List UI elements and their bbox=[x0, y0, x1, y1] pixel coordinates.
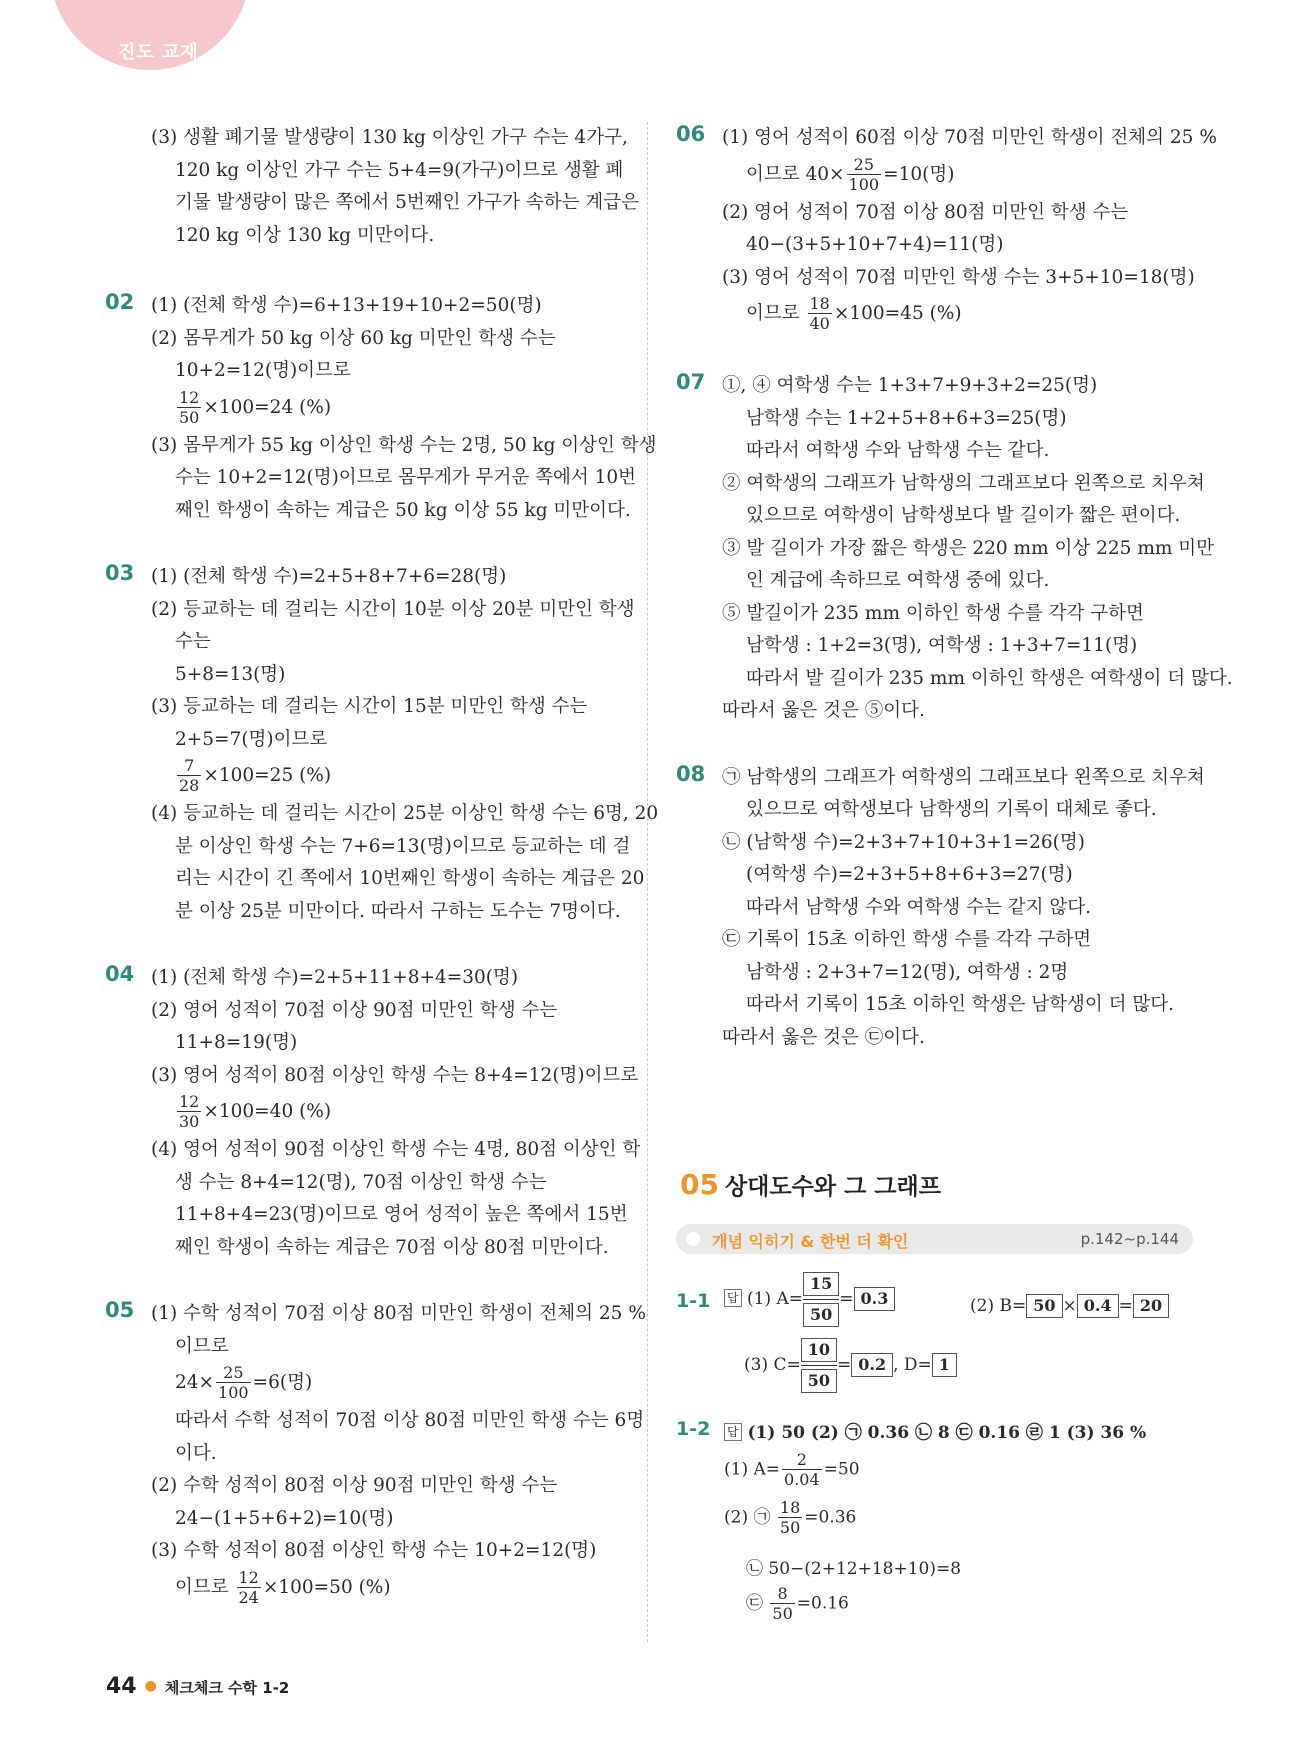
solution-line: 분 이상인 학생 수는 7+6=13(명)이므로 등교하는 데 걸 bbox=[175, 835, 631, 857]
solution-step bbox=[724, 1452, 860, 1488]
solution-line: 11+8=19(명) bbox=[175, 1032, 298, 1053]
solution-line: (3) 영어 성적이 80점 이상인 학생 수는 8+4=12(명)이므로 bbox=[151, 1064, 639, 1086]
answer-box: 50 bbox=[1026, 1294, 1062, 1318]
solution-line: (1) (전체 학생 수)=2+5+8+7+6=28(명) bbox=[151, 566, 507, 587]
numerator bbox=[803, 1272, 839, 1300]
solution-line: (2) 영어 성적이 70점 이상 80점 미만인 학생 수는 bbox=[722, 201, 1129, 223]
solution-08 bbox=[676, 761, 1205, 1055]
solution-line: 따라서 기록이 15초 이하인 학생은 남학생이 더 많다. bbox=[746, 994, 1175, 1015]
solution-06 bbox=[676, 122, 1217, 336]
answer-summary-text: (1) 50 (2) ㉠ 0.36 ㉡ 8 ㉢ 0.16 ㉣ 1 (3) 36 % bbox=[747, 1423, 1147, 1443]
page-footer bbox=[106, 1674, 289, 1699]
boxed-fraction bbox=[801, 1338, 837, 1393]
solution-line: 따라서 남학생 수와 여학생 수는 같지 않다. bbox=[746, 896, 1091, 918]
numerator: 12 bbox=[238, 1567, 259, 1587]
part-label: (2) B= bbox=[970, 1296, 1027, 1316]
section-number: 05 bbox=[680, 1168, 719, 1201]
solution-step: ㉡ 50−(2+12+18+10)=8 bbox=[746, 1559, 962, 1579]
solution-line: 5+8=13(명) bbox=[175, 663, 286, 685]
solution-line: (1) (전체 학생 수)=6+13+19+10+2=50(명) bbox=[151, 295, 542, 316]
solution-line: ⑤ 발길이가 235 mm 이하인 학생 수를 각각 구하면 bbox=[722, 602, 1144, 624]
solution-line: 이므로 bbox=[175, 1335, 229, 1357]
fraction bbox=[782, 1452, 822, 1488]
step-head: ㉢ bbox=[746, 1593, 769, 1614]
solution-line: 따라서 발 길이가 235 mm 이하인 학생은 여학생이 더 많다. bbox=[746, 667, 1233, 689]
solution-line: (2) 영어 성적이 70점 이상 90점 미만인 학생 수는 bbox=[151, 999, 558, 1021]
fraction-line bbox=[151, 388, 625, 430]
solution-line: ③ 발 길이가 가장 짧은 학생은 220 mm 이상 225 mm 미만 bbox=[722, 537, 1215, 559]
solution-line: 40−(3+5+10+7+4)=11(명) bbox=[746, 234, 1004, 255]
header-tab-label: 진도 교재 bbox=[118, 42, 199, 63]
concept-bar bbox=[676, 1224, 1193, 1254]
denominator: 50 bbox=[772, 1604, 793, 1623]
solution-line: (2) 등교하는 데 걸리는 시간이 10분 이상 20분 미만인 학생 bbox=[151, 598, 635, 620]
numerator: 18 bbox=[809, 294, 830, 313]
denominator: 40 bbox=[809, 314, 830, 333]
section-title bbox=[680, 1168, 941, 1201]
solution-line: 수는 10+2=12(명)이므로 몸무게가 무거운 쪽에서 10번 bbox=[175, 467, 637, 488]
solution-line: 분 이상 25분 미만이다. 따라서 구하는 도수는 7명이다. bbox=[175, 900, 621, 922]
fraction-head: 이므로 bbox=[175, 1576, 235, 1598]
numerator: 25 bbox=[216, 1365, 251, 1383]
denominator: 100 bbox=[848, 174, 880, 194]
fraction-line bbox=[151, 756, 625, 798]
answer-row-2 bbox=[970, 1294, 1169, 1318]
solution-line: 따라서 옳은 것은 ⑤이다. bbox=[722, 700, 925, 721]
numerator: 25 bbox=[847, 157, 882, 175]
solution-line: 기물 발생량이 많은 쪽에서 5번째인 가구가 속하는 계급은 bbox=[175, 192, 639, 213]
solution-line: 따라서 옳은 것은 ㉢이다. bbox=[722, 1026, 925, 1048]
fraction bbox=[237, 1567, 261, 1607]
solution-line: (2) 수학 성적이 80점 이상 90점 미만인 학생 수는 bbox=[151, 1475, 558, 1496]
fraction-head: 이므로 bbox=[746, 303, 806, 324]
solution-line: 리는 시간이 긴 쪽에서 10번째인 학생이 속하는 계급은 20 bbox=[175, 868, 645, 889]
answer-summary bbox=[724, 1418, 1146, 1443]
fraction bbox=[177, 758, 201, 794]
fraction-line bbox=[151, 1363, 625, 1405]
solution-line: (4) 등교하는 데 걸리는 시간이 25분 이상인 학생 수는 6명, 20 bbox=[151, 803, 659, 824]
solution-line: ①, ④ 여학생 수는 1+3+7+9+3+2=25(명) bbox=[722, 375, 1098, 396]
answer-box: 1 bbox=[932, 1353, 957, 1377]
step-head: (1) A= bbox=[724, 1459, 781, 1480]
solution-line: (2) 몸무게가 50 kg 이상 60 kg 미만인 학생 수는 bbox=[151, 327, 556, 349]
equals-sign: = bbox=[837, 1355, 852, 1375]
step-tail: =0.16 bbox=[796, 1593, 849, 1614]
step-tail: =50 bbox=[823, 1459, 860, 1480]
fraction-tail: ×100=24 (%) bbox=[203, 396, 332, 418]
fraction bbox=[808, 296, 832, 332]
column-divider bbox=[647, 122, 648, 1642]
fraction bbox=[770, 1586, 794, 1622]
question-number: 06 bbox=[676, 122, 706, 146]
answer-box: 0.2 bbox=[851, 1353, 893, 1377]
right-column bbox=[676, 122, 1233, 1088]
solution-line: (4) 영어 성적이 90점 이상인 학생 수는 4명, 80점 이상인 학 bbox=[151, 1139, 641, 1160]
equals-sign: = bbox=[839, 1289, 854, 1309]
concept-bar-label: 개념 익히기 & 한번 더 확인 bbox=[712, 1232, 909, 1251]
solution-line: 남학생 수는 1+2+5+8+6+3=25(명) bbox=[746, 407, 1067, 429]
denominator bbox=[801, 1366, 837, 1393]
solution-line: (3) 수학 성적이 80점 이상인 학생 수는 10+2=12(명) bbox=[151, 1540, 597, 1561]
denominator: 50 bbox=[779, 1518, 801, 1537]
question-number: 05 bbox=[105, 1298, 135, 1322]
numerator: 18 bbox=[779, 1498, 801, 1517]
fraction bbox=[778, 1500, 802, 1536]
numerator: 12 bbox=[179, 1092, 200, 1111]
solution-04 bbox=[105, 962, 641, 1264]
solution-step bbox=[746, 1586, 849, 1622]
fraction-line bbox=[722, 155, 1196, 197]
numerator: 8 bbox=[770, 1586, 794, 1604]
solution-line: 생 수는 8+4=12(명), 70점 이상인 학생 수는 bbox=[175, 1171, 547, 1193]
solution-line: (여학생 수)=2+3+5+8+6+3=27(명) bbox=[746, 864, 1073, 885]
fraction-tail: =6(명) bbox=[252, 1372, 313, 1393]
book-title: 체크체크 수학 1-2 bbox=[164, 1679, 290, 1697]
solution-line: ㉢ 기록이 15초 이하인 학생 수를 각각 구하면 bbox=[722, 929, 1092, 950]
denominator: 24 bbox=[238, 1587, 259, 1607]
fraction bbox=[177, 387, 201, 427]
answer-mark: 답 bbox=[724, 1423, 742, 1441]
fraction-head: 이므로 40× bbox=[746, 163, 845, 185]
solution-line: ㉡ (남학생 수)=2+3+7+10+3+1=26(명) bbox=[722, 831, 1085, 853]
solution-line: (1) 수학 성적이 70점 이상 80점 미만인 학생이 전체의 25 % bbox=[151, 1303, 646, 1324]
solution-line: 있으므로 여학생이 남학생보다 발 길이가 짧은 편이다. bbox=[746, 505, 1181, 526]
solution-line: 남학생 : 2+3+7=12(명), 여학생 : 2명 bbox=[746, 961, 1069, 983]
solution-line: 24−(1+5+6+2)=10(명) bbox=[175, 1507, 394, 1529]
step-tail: =0.36 bbox=[804, 1507, 857, 1528]
page-range: p.142~p.144 bbox=[1080, 1230, 1179, 1248]
solution-line: 10+2=12(명)이므로 bbox=[175, 360, 351, 381]
fraction bbox=[177, 1094, 201, 1130]
solution-line: 수는 bbox=[175, 631, 211, 652]
denominator: 28 bbox=[179, 776, 200, 795]
question-number: 03 bbox=[105, 561, 135, 585]
fraction-head: 24× bbox=[175, 1372, 215, 1393]
solution-02 bbox=[105, 290, 657, 527]
answer-box: 15 bbox=[803, 1272, 839, 1296]
equals-sign: = bbox=[1118, 1296, 1133, 1316]
part-label: (3) C= bbox=[744, 1355, 801, 1375]
answer-box: 20 bbox=[1133, 1294, 1169, 1318]
question-number: 02 bbox=[105, 290, 135, 314]
solution-line: (3) 등교하는 데 걸리는 시간이 15분 미만인 학생 수는 bbox=[151, 696, 588, 717]
fraction-line bbox=[151, 1568, 625, 1610]
part-label: (1) A= bbox=[747, 1289, 804, 1309]
solution-line: 째인 학생이 속하는 계급은 50 kg 이상 55 kg 미만이다. bbox=[175, 499, 631, 521]
solution-01-continued bbox=[105, 122, 639, 252]
bullet-icon bbox=[686, 1232, 700, 1246]
bullet-icon: ● bbox=[144, 1678, 157, 1694]
solution-line: ② 여학생의 그래프가 남학생의 그래프보다 왼쪽으로 치우쳐 bbox=[722, 472, 1205, 494]
solution-05 bbox=[105, 1298, 646, 1610]
solution-line: ㉠ 남학생의 그래프가 여학생의 그래프보다 왼쪽으로 치우쳐 bbox=[722, 766, 1205, 788]
numerator bbox=[801, 1338, 837, 1366]
fraction-tail: ×100=50 (%) bbox=[262, 1576, 391, 1598]
answer-box: 50 bbox=[803, 1303, 839, 1327]
answer-box: 50 bbox=[801, 1369, 837, 1393]
solution-line: (3) 영어 성적이 70점 미만인 학생 수는 3+5+10=18(명) bbox=[722, 266, 1195, 288]
answer-box: 0.3 bbox=[854, 1287, 896, 1311]
question-number: 04 bbox=[105, 962, 135, 986]
solution-line: (1) 영어 성적이 60점 이상 70점 미만인 학생이 전체의 25 % bbox=[722, 127, 1217, 148]
solution-line: 있으므로 여학생보다 남학생의 기록이 대체로 좋다. bbox=[746, 799, 1157, 820]
answer-number: 1-2 bbox=[676, 1418, 711, 1440]
question-number: 08 bbox=[676, 761, 706, 786]
solution-line: 째인 학생이 속하는 계급은 70점 이상 80점 미만이다. bbox=[175, 1236, 609, 1258]
solution-03 bbox=[105, 561, 659, 928]
solution-07 bbox=[676, 370, 1233, 728]
times-sign: × bbox=[1062, 1296, 1077, 1316]
solution-line: (3) 생활 폐기물 발생량이 130 kg 이상인 가구 수는 4가구, bbox=[151, 127, 628, 148]
denominator: 30 bbox=[179, 1112, 200, 1131]
fraction-line bbox=[151, 1092, 625, 1134]
fraction-tail: =10(명) bbox=[883, 163, 955, 185]
answer-number: 1-1 bbox=[676, 1290, 711, 1312]
denominator bbox=[803, 1300, 839, 1327]
numerator: 2 bbox=[782, 1452, 822, 1470]
numerator: 7 bbox=[177, 758, 201, 776]
fraction bbox=[216, 1365, 251, 1401]
solution-line: 따라서 여학생 수와 남학생 수는 같다. bbox=[746, 440, 1050, 461]
fraction-tail: ×100=40 (%) bbox=[203, 1101, 332, 1122]
solution-line: 11+8+4=23(명)이므로 영어 성적이 높은 쪽에서 15번 bbox=[175, 1204, 628, 1225]
solution-line: 인 계급에 속하므로 여학생 중에 있다. bbox=[746, 570, 1050, 591]
solution-line: 120 kg 이상인 가구 수는 5+4=9(가구)이므로 생활 폐 bbox=[175, 159, 624, 181]
answer-mark: 답 bbox=[724, 1289, 742, 1307]
question-number: 07 bbox=[676, 370, 706, 394]
fraction bbox=[847, 154, 882, 194]
page-number: 44 bbox=[106, 1674, 137, 1699]
section-name: 상대도수와 그 그래프 bbox=[724, 1174, 941, 1200]
fraction-line bbox=[722, 294, 1196, 336]
separator-text: , D= bbox=[893, 1355, 932, 1375]
answer-row-3 bbox=[744, 1338, 957, 1393]
boxed-fraction bbox=[803, 1272, 839, 1327]
solution-step bbox=[724, 1500, 856, 1536]
solution-line: 따라서 수학 성적이 70점 이상 80점 미만인 학생 수는 6명 bbox=[175, 1410, 645, 1431]
answer-box: 10 bbox=[801, 1338, 837, 1362]
step-head: (2) ㉠ bbox=[724, 1507, 776, 1528]
solution-line: 120 kg 이상 130 kg 미만이다. bbox=[175, 224, 435, 246]
left-column bbox=[105, 122, 659, 1644]
solution-line: 남학생 : 1+2=3(명), 여학생 : 1+3+7=11(명) bbox=[746, 635, 1138, 656]
solution-line: 이다. bbox=[175, 1442, 217, 1464]
denominator: 100 bbox=[218, 1383, 249, 1402]
answer-box: 0.4 bbox=[1077, 1294, 1119, 1318]
fraction-tail: ×100=25 (%) bbox=[203, 765, 332, 786]
solution-line: (1) (전체 학생 수)=2+5+11+8+4=30(명) bbox=[151, 967, 519, 988]
fraction-tail: ×100=45 (%) bbox=[833, 303, 962, 324]
denominator: 0.04 bbox=[784, 1470, 820, 1489]
denominator: 50 bbox=[179, 407, 200, 427]
solution-line: 2+5=7(명)이므로 bbox=[175, 728, 328, 750]
answer-row-1 bbox=[724, 1272, 895, 1327]
solution-line: (3) 몸무게가 55 kg 이상인 학생 수는 2명, 50 kg 이상인 학생 bbox=[151, 434, 657, 456]
numerator: 12 bbox=[179, 387, 200, 407]
